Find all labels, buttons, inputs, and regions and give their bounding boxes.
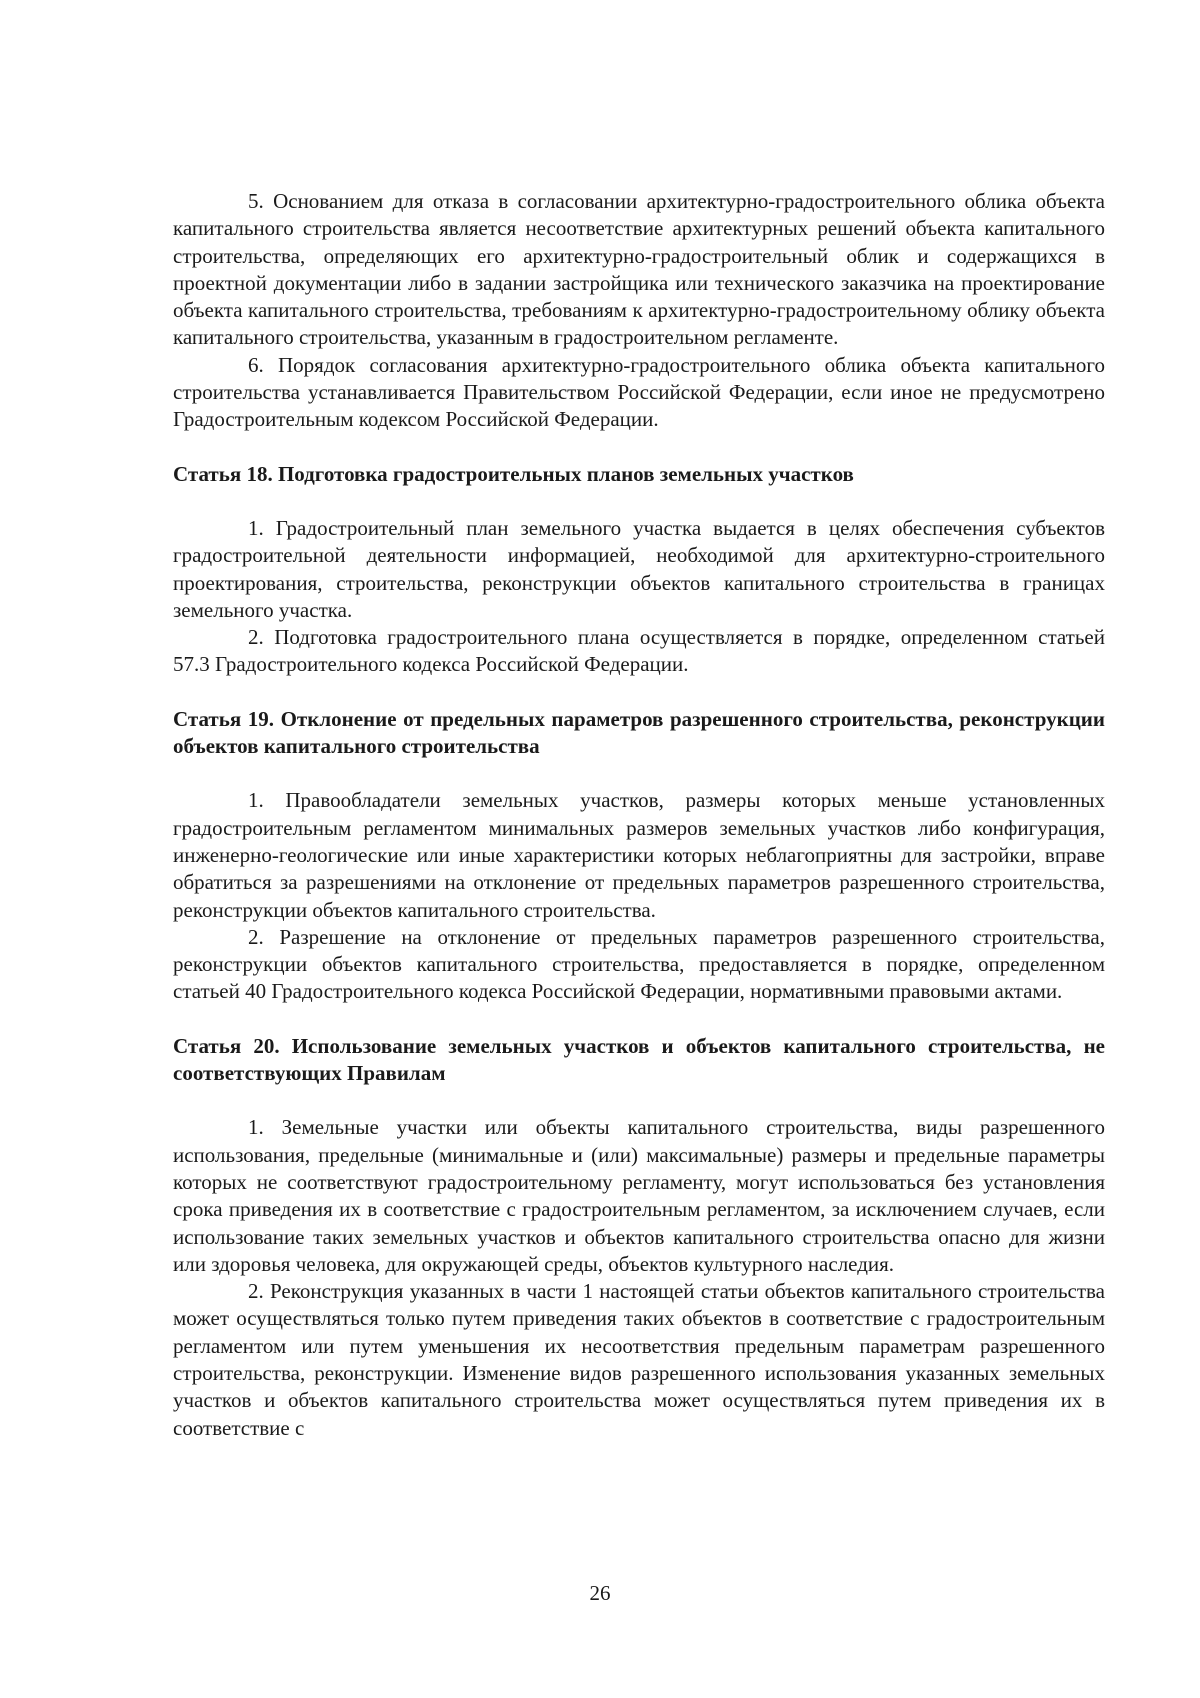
paragraph-18-2: 2. Подготовка градостроительного плана осуществляется в порядке, определенном статьей 57.3 Градостроительного кодекса Российской Федерации.: [173, 625, 1105, 677]
paragraph-19-2: 2. Разрешение на отклонение от предельных параметров разрешенного строительства, реконструкции объектов капитального строительства, предоставляется в порядке, определенном статьей 40 Градостроительного кодекса Российской Федерации, нормативными правовыми актами.: [173, 924, 1105, 1004]
paragraph-17-5: 5. Основанием для отказа в согласовании архитектурно-градостроительного облика объекта капитального строительства является несоответствие архитектурных решений объекта капитального строительства, определяющих его архитектурно-градостроительный облик и содержащихся в проектной документации либо в задании застройщика или технического заказчика на проектирование объекта капитального строительства, требованиям к архитектурно-градостроительному облику объекта капитального строительства, указанным в градостроительном регламенте.: [173, 189, 1105, 350]
paragraph-17-6: 6. Порядок согласования архитектурно-градостроительного облика объекта капитального строительства устанавливается Правительством Российской Федерации, если иное не предусмотрено Градостроительным кодексом Российской Федерации.: [173, 352, 1105, 432]
article-20-heading: Статья 20. Использование земельных участков и объектов капитального строительства, не соответствующих Правилам: [173, 1033, 1105, 1086]
section-article-20: [173, 1033, 1105, 1442]
paragraph-19-1: 1. Правообладатели земельных участков, размеры которых меньше установленных градостроительным регламентом минимальных размеров земельных участков либо конфигурация, инженерно-геологические или иные характеристики которых неблагоприятны для застройки, вправе обратиться за разрешениями на отклонение от предельных параметров разрешенного строительства, реконструкции объектов капитального строительства.: [173, 788, 1105, 922]
paragraph-20-1: 1. Земельные участки или объекты капитального строительства, виды разрешенного использования, предельные (минимальные и (или) максимальные) размеры и предельные параметры которых не соответствуют градостроительному регламенту, могут использоваться без установления срока приведения их в соответствие с градостроительным регламентом, за исключением случаев, если использование таких земельных участков и объектов капитального строительства опасно для жизни или здоровья человека, для окружающей среды, объектов культурного наследия.: [173, 1115, 1105, 1276]
paragraph-18-1: 1. Градостроительный план земельного участка выдается в целях обеспечения субъектов градостроительной деятельности информацией, необходимой для архитектурно-строительного проектирования, строительства, реконструкции объектов капитального строительства в границах земельного участка.: [173, 515, 1105, 622]
paragraph-20-2: 2. Реконструкция указанных в части 1 настоящей статьи объектов капитального строительства может осуществляться только путем приведения таких объектов в соответствие с градостроительным регламентом или путем уменьшения их несоответствия предельным параметрам разрешенного строительства, реконструкции. Изменение видов разрешенного использования указанных земельных участков и объектов капитального строительства может осуществляться путем приведения их в соответствие с: [173, 1279, 1105, 1440]
document-body: [173, 188, 1105, 1442]
section-article-18: [173, 461, 1105, 679]
article-18-heading: Статья 18. Подготовка градостроительных планов земельных участков: [173, 461, 854, 486]
article-19-heading: Статья 19. Отклонение от предельных параметров разрешенного строительства, реконструкции объектов капитального строительства: [173, 706, 1105, 759]
section-article-17-continued: [173, 188, 1105, 434]
section-article-19: [173, 706, 1105, 1006]
page-number: 26: [589, 1581, 611, 1605]
